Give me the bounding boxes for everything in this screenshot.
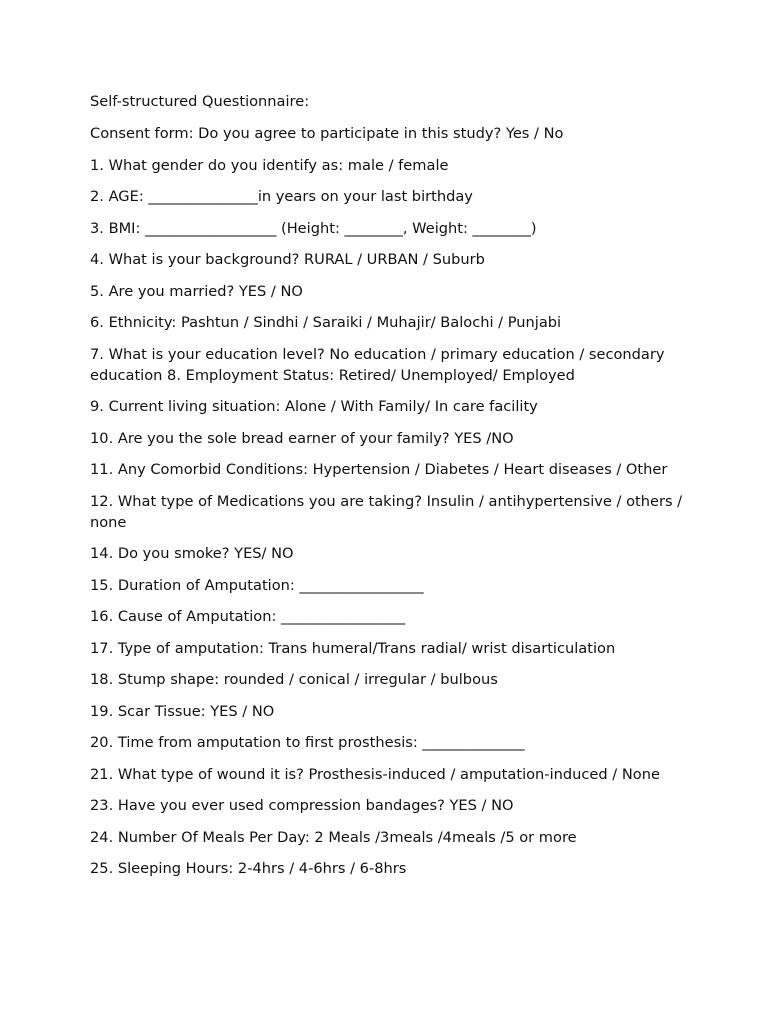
question-bread-earner: 10. Are you the sole bread earner of your family? YES /NO [90,429,514,447]
consent-question: Consent form: Do you agree to participate in this study? Yes / No [90,125,564,142]
question-sleeping-hours: 25. Sleeping Hours: 2-4hrs / 4-6hrs / 6-8hrs [90,860,407,877]
question-stump-shape: 18. Stump shape: rounded / conical / irregular / bulbous [90,671,498,688]
question-type-amputation: 17. Type of amputation: Trans humeral/Trans radial/ wrist disarticulation [90,639,616,657]
question-education-employment: 7. What is your education level? No education / primary education / secondary education 8. Employment Status: Retired/ Unemployed/ Employed [90,345,665,384]
question-compression-bandages: 23. Have you ever used compression bandages? YES / NO [90,797,514,814]
question-cause-amputation: 16. Cause of Amputation: _________________ [90,608,406,625]
question-age: 2. AGE: _______________in years on your last birthday [90,188,473,205]
question-comorbid: 11. Any Comorbid Conditions: Hypertension / Diabetes / Heart diseases / Other [90,461,668,478]
question-smoke: 14. Do you smoke? YES/ NO [90,545,294,562]
question-meals-per-day: 24. Number Of Meals Per Day: 2 Meals /3meals /4meals /5 or more [90,828,577,846]
question-bmi: 3. BMI: __________________ (Height: ________, Weight: ________) [90,219,537,237]
question-medications: 12. What type of Medications you are taking? Insulin / antihypertensive / others / none [90,492,683,531]
questionnaire-document [90,91,690,890]
question-ethnicity: 6. Ethnicity: Pashtun / Sindhi / Saraiki / Muhajir/ Balochi / Punjabi [90,314,562,331]
question-duration-amputation: 15. Duration of Amputation: _________________ [90,576,424,594]
question-wound-type: 21. What type of wound it is? Prosthesis-induced / amputation-induced / None [90,765,660,783]
question-married: 5. Are you married? YES / NO [90,282,303,300]
document-title: Self-structured Questionnaire: [90,93,310,110]
question-scar-tissue: 19. Scar Tissue: YES / NO [90,702,275,720]
question-living-situation: 9. Current living situation: Alone / With Family/ In care facility [90,398,538,415]
question-background: 4. What is your background? RURAL / URBAN / Suburb [90,251,485,268]
question-time-to-prosthesis: 20. Time from amputation to first prosthesis: ______________ [90,734,525,751]
question-gender: 1. What gender do you identify as: male / female [90,156,449,174]
